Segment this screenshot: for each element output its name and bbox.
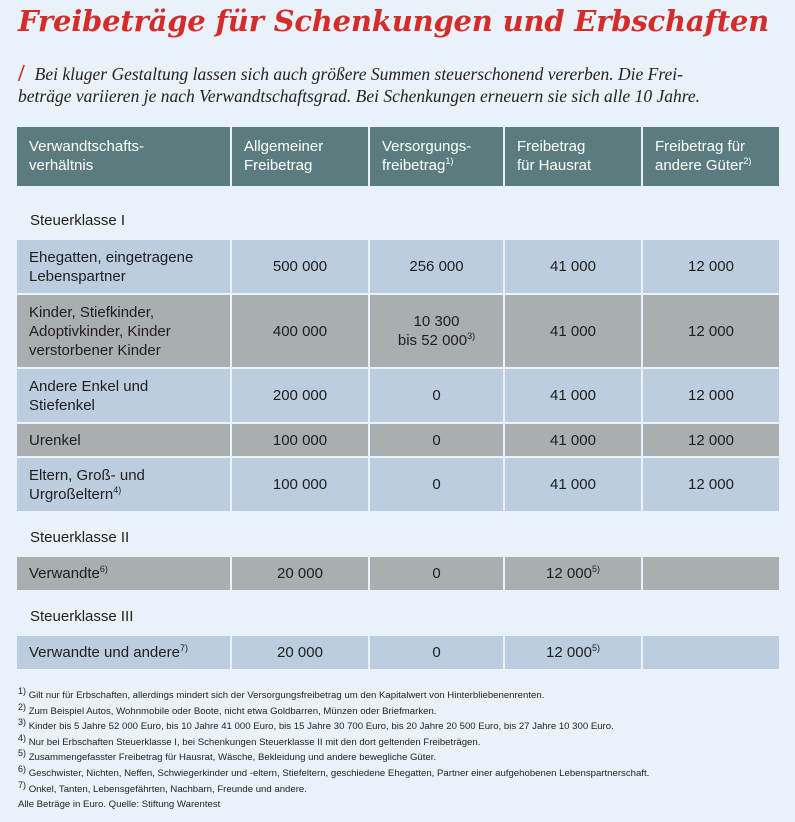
relationship-cell: Verwandte und andere$^{7)}$ (17, 635, 231, 670)
footnotes (18, 685, 788, 813)
table-row (17, 423, 779, 457)
source-note: Alle Beträge in Euro. Quelle: Stiftung Warentest (18, 799, 221, 811)
footnote: $^{7)}$ Onkel, Tanten, Lebensgefährten, Nachbarn, Freunde und andere. (18, 779, 307, 795)
general-cell: 400 000 (231, 294, 369, 368)
allowance-table (17, 127, 779, 671)
intro-line-1: Bei kluger Gestaltung lassen sich auch größere Summen steuerschonend vererben. Die Frei- (34, 64, 683, 84)
pension-cell: 256 000 (369, 239, 504, 294)
header-household-allowance: Freibetrag für Hausrat (504, 127, 642, 186)
footnote: $^{5)}$ Zusammengefasster Freibetrag für Hausrat, Wäsche, Bekleidung und andere bewegliche Güter. (18, 748, 437, 764)
page-title: Freibeträge für Schenkungen und Erbschaften (18, 4, 770, 38)
other-goods-cell: 12 000 (642, 457, 779, 512)
other-goods-cell (642, 635, 779, 670)
intro-text (18, 62, 778, 107)
pension-cell: 0 (369, 556, 504, 591)
table-row (17, 635, 779, 670)
footnote: $^{2)}$ Zum Beispiel Autos, Wohnmobile oder Boote, nicht etwa Goldbarren, Münzen oder Briefmarken. (18, 701, 437, 717)
general-cell: 20 000 (231, 635, 369, 670)
household-cell: 12 000$^{5)}$ (504, 635, 642, 670)
section-row (17, 186, 779, 239)
table-row (17, 368, 779, 423)
relationship-cell: Urenkel (17, 423, 231, 457)
header-pension-allowance: Versorgungs- freibetrag$^{1)}$ (369, 127, 504, 186)
header-relationship: Verwandtschafts- verhältnis (17, 127, 231, 186)
table-row (17, 556, 779, 591)
slash-decoration-icon: / (18, 61, 25, 87)
household-cell: 41 000 (504, 457, 642, 512)
header-general-allowance: Allgemeiner Freibetrag (231, 127, 369, 186)
header-other-goods-allowance: Freibetrag für andere Güter$^{2)}$ (642, 127, 779, 186)
relationship-cell: Kinder, Stiefkinder, Adoptivkinder, Kinder verstorbener Kinder (17, 294, 231, 368)
pension-cell: 10 300 bis 52 000$^{3)}$ (369, 294, 504, 368)
table-row (17, 239, 779, 294)
section-label: Steuerklasse II (17, 512, 779, 556)
footnote: $^{1)}$ Gilt nur für Erbschaften, allerdings mindert sich der Versorgungsfreibetrag um den Kapitalwert von Hinterbliebenenrenten. (18, 685, 545, 701)
general-cell: 100 000 (231, 423, 369, 457)
other-goods-cell: 12 000 (642, 239, 779, 294)
relationship-cell: Verwandte$^{6)}$ (17, 556, 231, 591)
other-goods-cell: 12 000 (642, 423, 779, 457)
pension-cell: 0 (369, 457, 504, 512)
household-cell: 41 000 (504, 294, 642, 368)
pension-cell: 0 (369, 368, 504, 423)
section-row (17, 512, 779, 556)
pension-cell: 0 (369, 635, 504, 670)
section-label: Steuerklasse I (17, 186, 779, 239)
table-header-row (17, 127, 779, 186)
table-row (17, 294, 779, 368)
household-cell: 41 000 (504, 368, 642, 423)
relationship-cell: Eltern, Groß- und Urgroßeltern$^{4)}$ (17, 457, 231, 512)
general-cell: 20 000 (231, 556, 369, 591)
general-cell: 200 000 (231, 368, 369, 423)
section-label: Steuerklasse III (17, 591, 779, 635)
table-row (17, 457, 779, 512)
other-goods-cell (642, 556, 779, 591)
other-goods-cell: 12 000 (642, 294, 779, 368)
general-cell: 100 000 (231, 457, 369, 512)
household-cell: 41 000 (504, 423, 642, 457)
footnote: $^{3)}$ Kinder bis 5 Jahre 52 000 Euro, bis 10 Jahre 41 000 Euro, bis 15 Jahre 30 700 Euro, bis 20 Jahre 20 500 Euro, bis 27 Jahre 10 300 Euro. (18, 717, 614, 733)
pension-cell: 0 (369, 423, 504, 457)
footnote: $^{4)}$ Nur bei Erbschaften Steuerklasse I, bei Schenkungen Steuerklasse II mit den dort geltenden Freibeträgen. (18, 732, 481, 748)
household-cell: 41 000 (504, 239, 642, 294)
relationship-cell: Ehegatten, eingetragene Lebenspartner (17, 239, 231, 294)
section-row (17, 591, 779, 635)
intro-line-2: beträge variieren je nach Verwandtschaftsgrad. Bei Schenkungen erneuern sie sich alle 10 Jahre. (18, 86, 701, 106)
footnote: $^{6)}$ Geschwister, Nichten, Neffen, Schwiegerkinder und -eltern, Stiefeltern, geschiedene Ehegatten, Partner einer aufgehobenen Lebenspartnerschaft. (18, 763, 650, 779)
relationship-cell: Andere Enkel und Stiefenkel (17, 368, 231, 423)
other-goods-cell: 12 000 (642, 368, 779, 423)
general-cell: 500 000 (231, 239, 369, 294)
household-cell: 12 000$^{5)}$ (504, 556, 642, 591)
